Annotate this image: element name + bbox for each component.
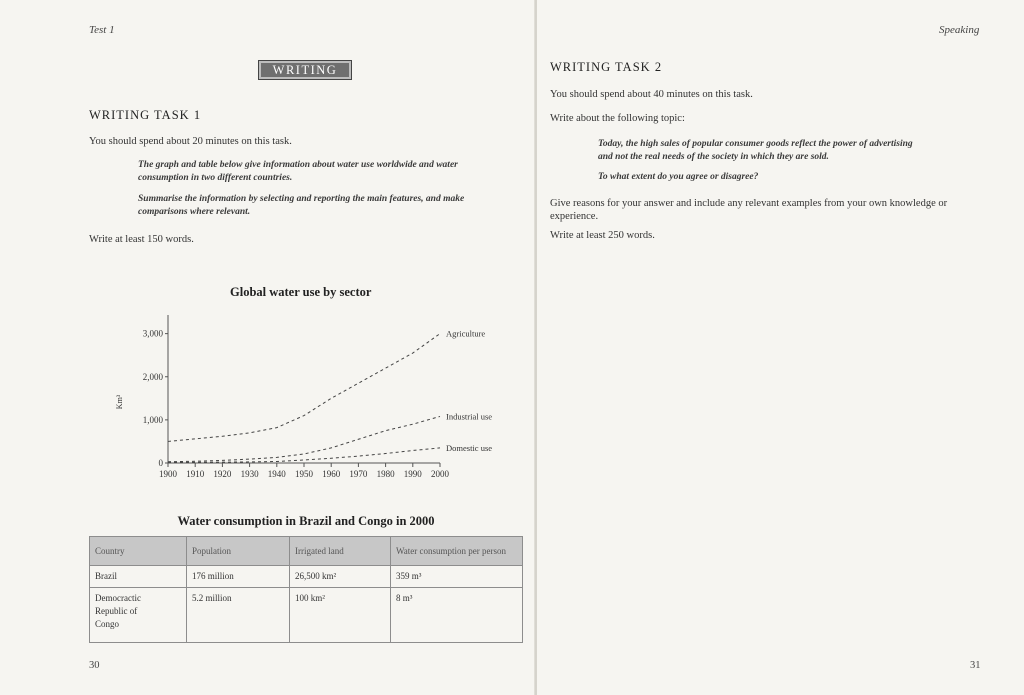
task-2-reasons: Give reasons for your answer and include any relevant examples from your own knowledge or experience. [550,198,948,222]
page-number-right: 31 [970,660,981,671]
task-2-topic-question: To what extent do you agree or disagree? [598,172,759,182]
y-tick-label: 1,000 [142,414,163,425]
x-tick-label: 1920 [213,469,232,479]
table-header-row [90,537,523,566]
table-header-country: Country [90,537,187,566]
y-axis-label: Km³ [115,394,124,410]
table-row [90,588,523,643]
series-label: Industrial use [446,411,493,422]
series-line-agriculture [168,334,440,442]
water-consumption-table [89,536,523,643]
right-page [537,0,1024,695]
task-1-instruction-2: Summarise the information by selecting and reporting the main features, and make comparisons where relevant. [138,194,465,217]
table-cell: 359 m³ [391,566,523,588]
table-cell: 5.2 million [187,588,290,643]
section-banner: WRITING [258,60,352,80]
series-label: Agriculture [446,328,486,339]
y-tick-label: 0 [158,458,163,468]
y-tick-label: 3,000 [142,328,163,339]
task-2-topic-statement: Today, the high sales of popular consumer goods reflect the power of advertising and not the real needs of the society in which they are sold. [598,139,913,162]
series-line-domestic-use [168,448,440,463]
task-1-word-count: Write at least 150 words. [89,234,194,245]
table-cell: 100 km² [290,588,391,643]
task-2-title: WRITING TASK 2 [550,60,663,74]
page-number-left: 30 [89,660,100,671]
table-cell: 176 million [187,566,290,588]
series-line-industrial-use [168,416,440,461]
table-cell: Democractic Republic of Congo [90,588,187,643]
x-tick-label: 1940 [267,469,286,479]
task-1-time-note: You should spend about 20 minutes on this task. [89,136,292,147]
running-header-right: Speaking [939,24,980,36]
task-2-topic-intro: Write about the following topic: [550,113,685,124]
running-header-left: Test 1 [89,24,115,36]
x-tick-label: 1950 [295,469,313,479]
chart-title: Global water use by sector [230,285,372,299]
x-tick-label: 1910 [186,469,205,479]
x-tick-label: 1970 [349,469,368,479]
table-cell: 8 m³ [391,588,523,643]
x-tick-label: 1980 [376,469,395,479]
task-1-instruction-1: The graph and table below give information about water use worldwide and water consumption in two different countries. [138,160,458,183]
table-header-water-consumption: Water consumption per person [391,537,523,566]
table-header-population: Population [187,537,290,566]
table-cell: Brazil [90,566,187,588]
table-row [90,566,523,588]
table-cell: 26,500 km² [290,566,391,588]
water-use-chart [110,298,530,488]
task-1-title: WRITING TASK 1 [89,108,202,122]
x-tick-label: 1930 [240,469,259,479]
x-tick-label: 1990 [403,469,422,479]
table-header-irrigated-land: Irrigated land [290,537,391,566]
task-2-time-note: You should spend about 40 minutes on this task. [550,89,753,100]
task-2-word-count: Write at least 250 words. [550,230,655,241]
y-tick-label: 2,000 [142,371,163,382]
x-tick-label: 2000 [431,469,449,479]
x-tick-label: 1960 [322,469,341,479]
table-title: Water consumption in Brazil and Congo in 2000 [177,514,435,528]
x-tick-label: 1900 [159,469,177,479]
series-label: Domestic use [446,442,493,453]
